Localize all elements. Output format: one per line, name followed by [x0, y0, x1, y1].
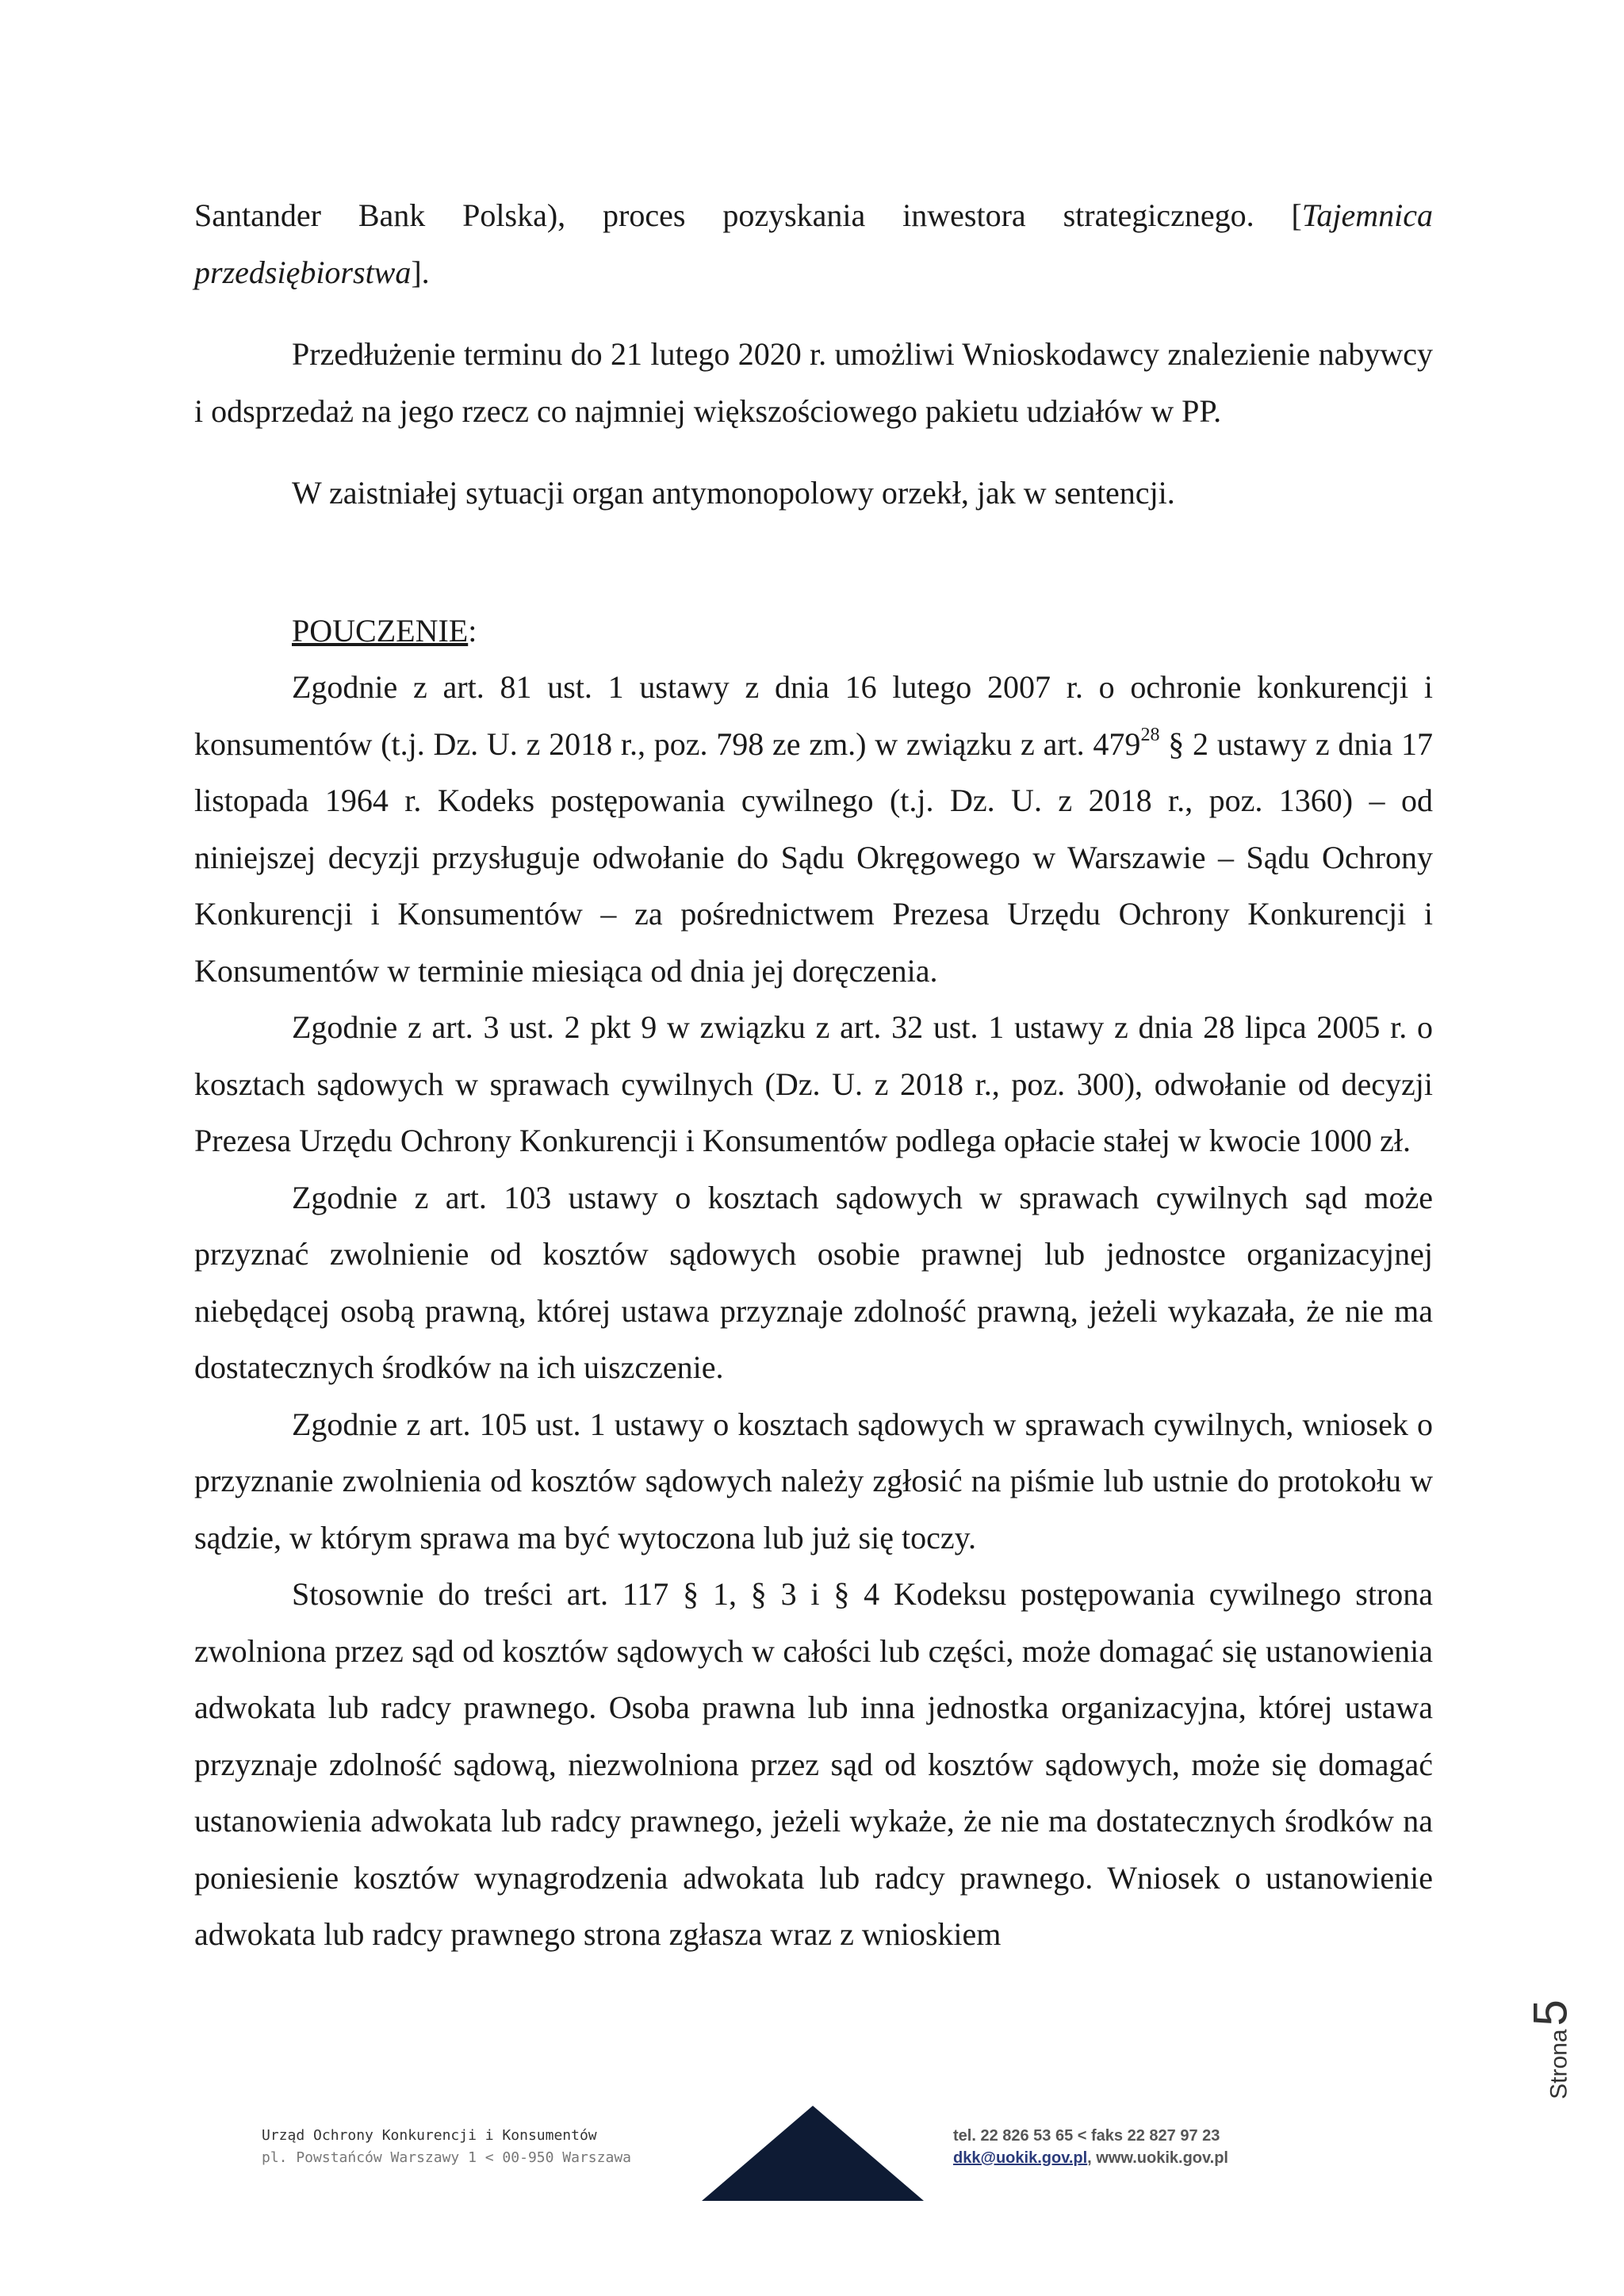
footer-street: pl. Powstańców Warszawy 1 < 00-950 Warszawa [262, 2149, 631, 2166]
paragraph-4: Zgodnie z art. 81 ust. 1 ustawy z dnia 16 lutego 2007 r. o ochronie konkurencji i konsumentów (t.j. Dz. U. z 2018 r., poz. 798 ze zm.) w związku z art. $479^{28}$ § 2 ustawy z dnia 17 listopada 1964 r. Kodeks postępowania cywilnego (t.j. Dz. U. z 2018 r., poz. 1360) – od niniejszej decyzji przysługuje odwołanie do Sądu Okręgowego w Warszawie – Sądu Ochrony Konkurencji i Konsumentów – za pośrednictwem Prezesa Urzędu Ochrony Konkurencji i Konsumentów w terminie miesiąca od dnia jej doręczenia. [194, 669, 1433, 989]
document-body [194, 187, 1433, 1963]
pouczenie-heading: POUCZENIE: [292, 612, 477, 649]
footer-org-name: Urząd Ochrony Konkurencji i Konsumentów [262, 2127, 597, 2144]
page-number-value: 5 [1523, 1999, 1577, 2026]
paragraph-7: Zgodnie z art. 105 ust. 1 ustawy o kosztach sądowych w sprawach cywilnych, wniosek o przyznanie zwolnienia od kosztów sądowych należy zgłosić na piśmie lub ustnie do protokołu w sądzie, w którym sprawa ma być wytoczona lub już się toczy. [194, 1406, 1433, 1556]
paragraph-6: Zgodnie z art. 103 ustawy o kosztach sądowych w sprawach cywilnych sąd może przyznać zwolnienie od kosztów sądowych osobie prawnej lub jednostce organizacyjnej niebędącej osobą prawną, której ustawa przyznaje zdolność prawną, jeżeli wykazała, że nie ma dostatecznych środków na ich uiszczenie. [194, 1179, 1433, 1385]
logo-triangle [702, 2106, 924, 2201]
confidential-note: Tajemnica przedsiębiorstwa [194, 197, 1433, 290]
paragraph-5: Zgodnie z art. 3 ust. 2 pkt 9 w związku z art. 32 ust. 1 ustawy z dnia 28 lipca 2005 r. o kosztach sądowych w sprawach cywilnych (Dz. U. z 2018 r., poz. 300), odwołanie od decyzji Prezesa Urzędu Ochrony Konkurencji i Konsumentów podlega opłacie stałej w kwocie 1000 zł. [194, 1009, 1433, 1158]
pouczenie-heading-text: POUCZENIE [292, 612, 469, 649]
page-number [1523, 1970, 1577, 2129]
superscript: 28 [1140, 724, 1160, 745]
footer-links: dkk@uokik.gov.pl, www.uokik.gov.pl [953, 2149, 1228, 2167]
paragraph-1: Santander Bank Polska), proces pozyskania inwestora strategicznego. [Tajemnica przedsiębiorstwa]. [194, 197, 1433, 290]
paragraph-3: W zaistniałej sytuacji organ antymonopolowy orzekł, jak w sentencji. [292, 475, 1175, 511]
uokik-logo-icon [702, 2106, 924, 2201]
paragraph-2: Przedłużenie terminu do 21 lutego 2020 r. umożliwi Wnioskodawcy znalezienie nabywcy i odsprzedaż na jego rzecz co najmniej większościowego pakietu udziałów w PP. [194, 336, 1433, 429]
email-link[interactable]: dkk@uokik.gov.pl [953, 2149, 1088, 2167]
page-number-label: Strona [1545, 2029, 1572, 2099]
footer-phone-fax: tel. 22 826 53 65 < faks 22 827 97 23 [953, 2127, 1220, 2145]
footer-contact [953, 2125, 1397, 2169]
website-link[interactable]: www.uokik.gov.pl [1096, 2149, 1228, 2167]
paragraph-8: Stosownie do treści art. 117 § 1, § 3 i § 4 Kodeksu postępowania cywilnego strona zwolniona przez sąd od kosztów sądowych w całości lub części, może domagać się ustanowienia adwokata lub radcy prawnego. Osoba prawna lub inna jednostka organizacyjna, której ustawa przyznaje zdolność sądową, niezwolniona przez sąd od kosztów sądowych, może się domagać ustanowienia adwokata lub radcy prawnego, jeżeli wykaże, że nie ma dostatecznych środków na poniesienie kosztów wynagrodzenia adwokata lub radcy prawnego. Wniosek o ustanowienie adwokata lub radcy prawnego strona zgłasza wraz z wnioskiem [194, 1576, 1433, 1952]
footer-address [262, 2125, 658, 2169]
